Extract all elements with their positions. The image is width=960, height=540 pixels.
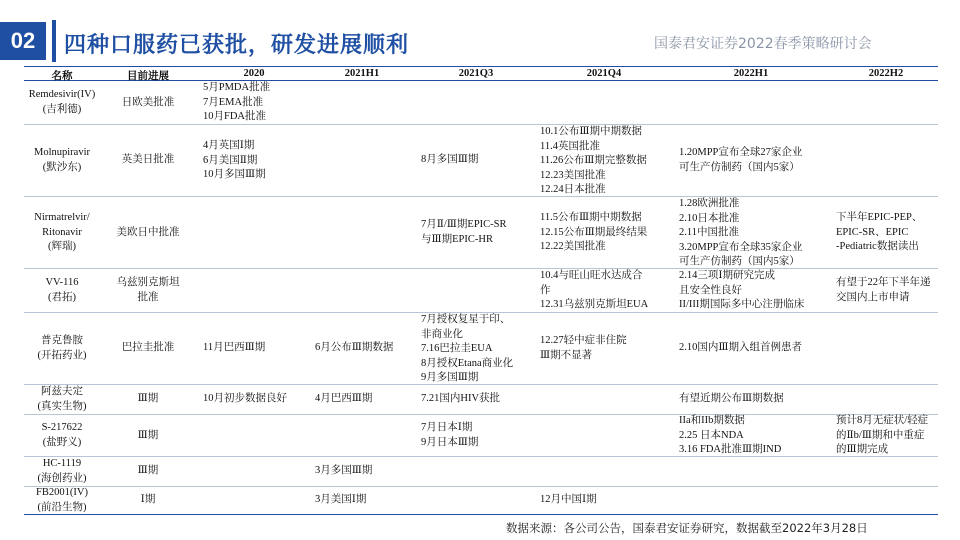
cell-2021q4: 12.27轻中症非住院 Ⅲ期不显著 <box>540 335 627 361</box>
cell-2022h2: 预计8月无症状/轻症 的Ⅱb/Ⅲ期和中重症 的Ⅲ期完成 <box>836 415 929 455</box>
cell-2020: 5月PMDA批准 7月EMA批准 10月FDA批准 <box>203 82 271 122</box>
drug-name: 阿兹夫定 (真实生物) <box>37 386 87 412</box>
drug-name: 普克鲁胺 (开拓药业) <box>37 335 87 361</box>
current-status: 乌兹别克斯坦 批准 <box>116 277 180 303</box>
col-header-2021q3: 2021Q3 <box>458 68 494 79</box>
event-title: 国泰君安证券2022春季策略研讨会 <box>654 36 872 52</box>
cell-2021h1: 3月美国Ⅰ期 <box>315 494 367 505</box>
current-status: 美欧日中批准 <box>116 227 180 238</box>
current-status: 巴拉圭批准 <box>121 342 175 353</box>
cell-2022h1: IIa和IIb期数据 2.25 日本NDA 3.16 FDA批准Ⅲ期IND <box>679 415 782 455</box>
cell-2020: 10月初步数据良好 <box>203 393 287 404</box>
current-status: 日欧美批准 <box>121 97 175 108</box>
col-header-2022h2: 2022H2 <box>868 68 904 79</box>
table-top-rule <box>24 66 938 67</box>
drug-name: FB2001(IV) (前沿生物) <box>36 487 88 513</box>
current-status: 英美日批准 <box>121 154 175 165</box>
cell-2021q4: 10.1公布Ⅲ期中期数据 11.4英国批准 11.26公布Ⅲ期完整数据 12.23美国批准 12.24日本批准 <box>540 126 647 195</box>
cell-2021q4: 10.4与旺山旺水达成合 作 12.31乌兹别克斯坦EUA <box>540 270 649 310</box>
col-header-name: 名称 <box>51 71 73 82</box>
cell-2021q3: 8月多国Ⅲ期 <box>421 154 479 165</box>
drug-name: HC-1119 (海创药业) <box>37 458 87 484</box>
cell-2021q3: 7月日本Ⅰ期 9月日本Ⅲ期 <box>421 422 479 448</box>
current-status: Ⅰ期 <box>140 494 156 505</box>
row-divider <box>24 486 938 487</box>
col-header-2021q4: 2021Q4 <box>586 68 622 79</box>
cell-2022h1: 2.14三项Ⅰ期研究完成 且安全性良好 II/III期国际多中心注册临床 <box>679 270 805 310</box>
source-note: 数据来源：各公司公告，国泰君安证券研究，数据截至2022年3月28日 <box>506 521 868 535</box>
drug-name: S-217622 (盐野义) <box>41 422 83 448</box>
col-header-status: 目前进展 <box>127 71 169 82</box>
cell-2021h1: 4月巴西Ⅲ期 <box>315 393 373 404</box>
cell-2020: 4月英国Ⅰ期 6月美国Ⅱ期 10月多国Ⅲ期 <box>203 140 266 180</box>
current-status: Ⅲ期 <box>137 393 159 404</box>
cell-2021q3: 7月授权复星于印、 非商业化 7.16巴拉圭EUA 8月授权Etana商业化 9月多国Ⅲ期 <box>421 314 514 383</box>
drug-name: Molnupiravir (默沙东) <box>34 147 90 173</box>
page-title: 四种口服药已获批，研发进展顺利 <box>64 33 410 58</box>
cell-2022h1: 有望近期公布Ⅲ期数据 <box>679 393 784 404</box>
cell-2021q4: 11.5公布Ⅲ期中期数据 12.15公布Ⅲ期最终结果 12.22美国批准 <box>540 212 648 252</box>
cell-2022h1: 1.20MPP宣布全球27家企业 可生产仿制药（国内5家） <box>679 147 803 173</box>
table-bottom-rule <box>24 514 938 515</box>
cell-2021h1: 3月多国Ⅲ期 <box>315 465 373 476</box>
cell-2020: 11月巴西Ⅲ期 <box>203 342 266 353</box>
drug-name: Nirmatrelvir/ Ritonavir (辉瑞) <box>34 212 90 252</box>
col-header-2020: 2020 <box>243 68 265 79</box>
cell-2022h2: 下半年EPIC-PEP、 EPIC-SR、EPIC -Pediatric数据读出 <box>836 212 923 252</box>
cell-2021q3: 7月Ⅱ/Ⅲ期EPIC-SR 与Ⅲ期EPIC-HR <box>421 219 507 245</box>
cell-2021q4: 12月中国Ⅰ期 <box>540 494 597 505</box>
drug-name: VV-116 (君拓) <box>45 277 79 303</box>
cell-2021q3: 7.21国内HIV获批 <box>421 393 501 404</box>
cell-2022h1: 2.10国内Ⅲ期入组首例患者 <box>679 342 803 353</box>
current-status: Ⅲ期 <box>137 465 159 476</box>
cell-2022h1: 1.28欧洲批准 2.10日本批准 2.11中国批准 3.20MPP宣布全球35家企业 可生产仿制药（国内5家） <box>679 198 803 267</box>
row-divider <box>24 124 938 125</box>
cell-2022h2: 有望于22年下半年递 交国内上市申请 <box>836 277 931 303</box>
section-number-badge: 02 <box>0 22 46 60</box>
drug-name: Remdesivir(IV) (吉利德) <box>28 89 96 115</box>
header-accent-bar <box>52 20 56 62</box>
col-header-2022h1: 2022H1 <box>733 68 769 79</box>
cell-2021h1: 6月公布Ⅲ期数据 <box>315 342 394 353</box>
current-status: Ⅲ期 <box>137 430 159 441</box>
col-header-2021h1: 2021H1 <box>344 68 380 79</box>
